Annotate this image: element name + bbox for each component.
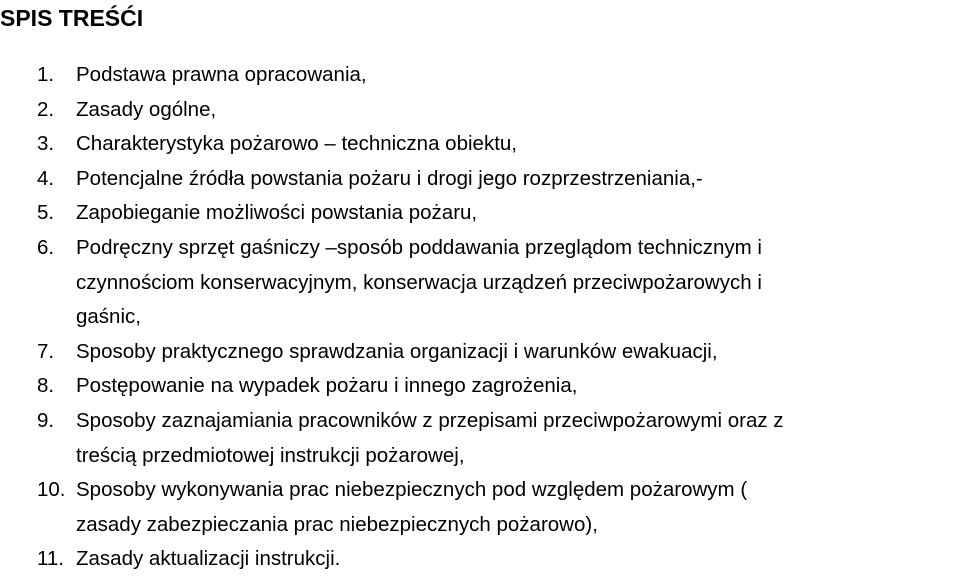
toc-item-number: 2.: [37, 97, 55, 121]
toc-item-line: Podstawa prawna opracowania,: [76, 63, 367, 86]
toc-item-2: [0, 93, 960, 128]
toc-item-7: [0, 335, 960, 370]
toc-item-9: [0, 404, 960, 473]
toc-item-4: [0, 162, 960, 197]
toc-item-line: Zasady ogólne,: [76, 97, 217, 121]
toc-item-number: 1.: [37, 63, 55, 86]
toc-item-line: Sposoby wykonywania prac niebezpiecznych pod względem pożarowym (: [76, 478, 748, 502]
toc-item-line: Podręczny sprzęt gaśniczy –sposób poddawania przeglądom technicznym i: [76, 235, 762, 259]
toc-item-line: Charakterystyka pożarowo – techniczna obiektu,: [76, 132, 517, 156]
toc-item-number: 8.: [37, 374, 55, 398]
toc-item-1: [0, 58, 960, 93]
toc-item-number: 7.: [37, 339, 55, 363]
toc-item-11: [0, 542, 960, 577]
toc-item-10: [0, 473, 960, 542]
table-of-contents: [0, 58, 960, 577]
toc-item-number: 5.: [37, 201, 55, 225]
toc-item-8: [0, 369, 960, 404]
toc-item-line: treścią przedmiotowej instrukcji pożarowej,: [76, 443, 465, 467]
toc-item-number: 9.: [37, 408, 55, 432]
toc-item-number: 6.: [37, 235, 55, 259]
toc-item-number: 10.: [37, 478, 66, 502]
toc-item-number: 3.: [37, 132, 55, 156]
toc-item-line: Zasady aktualizacji instrukcji.: [76, 547, 341, 571]
toc-item-number: 11.: [37, 547, 64, 571]
toc-item-line: Potencjalne źródła powstania pożaru i drogi jego rozprzestrzeniania,-: [76, 166, 703, 190]
page-title: SPIS TREŚĆI: [0, 5, 144, 31]
toc-item-line: Sposoby praktycznego sprawdzania organizacji i warunków ewakuacji,: [76, 339, 718, 363]
toc-item-6: [0, 231, 960, 335]
toc-item-line: zasady zabezpieczania prac niebezpiecznych pożarowo),: [76, 512, 598, 536]
toc-item-3: [0, 127, 960, 162]
toc-item-number: 4.: [37, 166, 55, 190]
toc-item-line: Postępowanie na wypadek pożaru i innego zagrożenia,: [76, 374, 578, 398]
toc-item-line: Sposoby zaznajamiania pracowników z przepisami przeciwpożarowymi oraz z: [76, 408, 784, 432]
toc-item-line: Zapobieganie możliwości powstania pożaru,: [76, 201, 478, 225]
toc-item-line: gaśnic,: [76, 305, 141, 329]
toc-item-line: czynnościom konserwacyjnym, konserwacja urządzeń przeciwpożarowych i: [76, 270, 762, 294]
toc-item-5: [0, 196, 960, 231]
